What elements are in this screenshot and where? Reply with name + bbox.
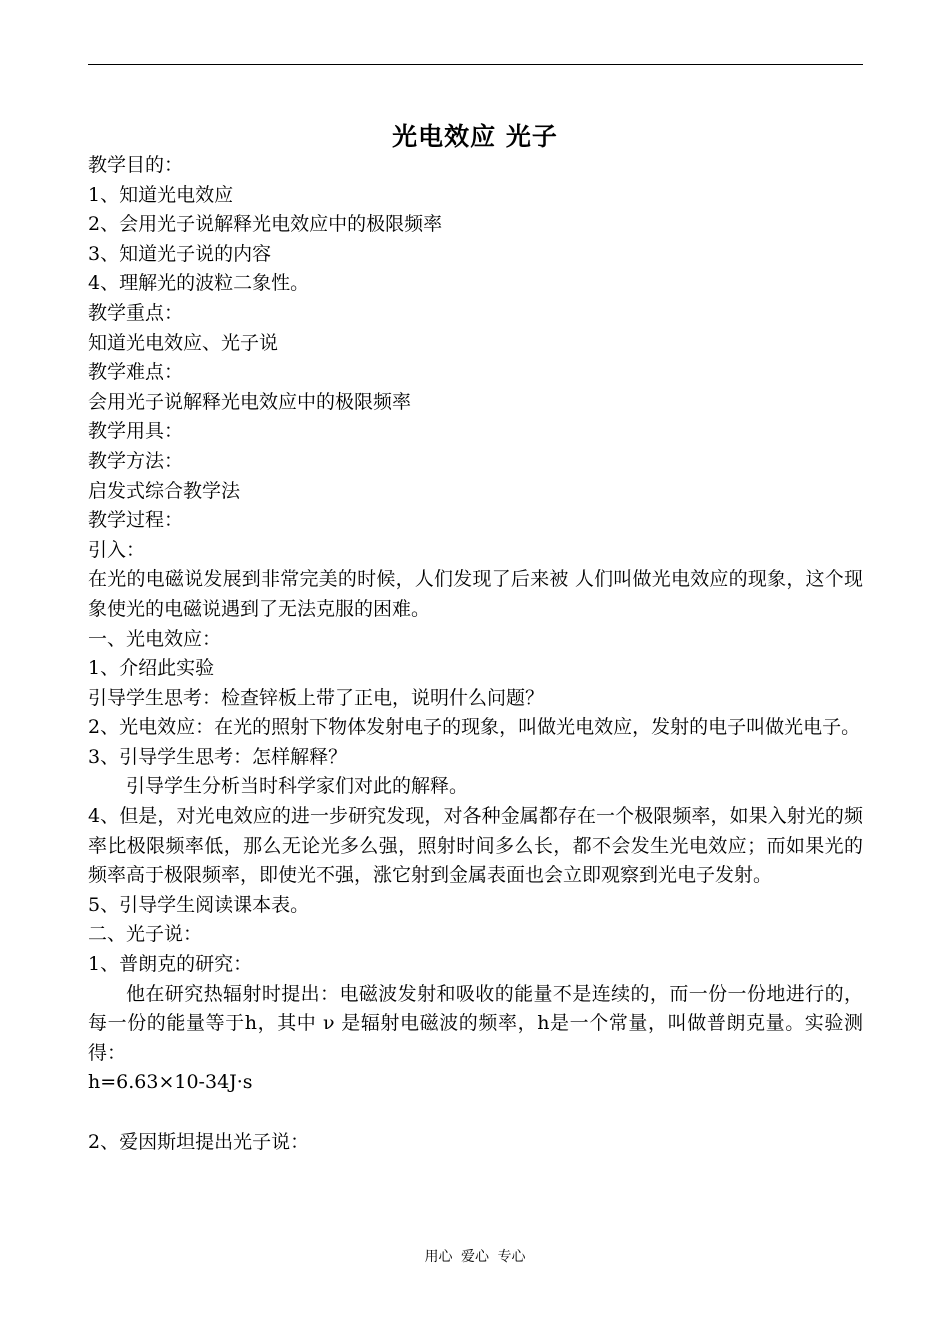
part-one-item-1: 1、介绍此实验 (88, 657, 215, 680)
part-one-heading: 一、光电效应： (88, 627, 222, 650)
part-two-item-1: 1、普朗克的研究： (88, 953, 253, 976)
intro-paragraph: 在光的电磁说发展到非常完美的时候，人们发现了后来被 人们叫做光电效应的现象，这个现象使光的电磁说遇到了无法克服的困难。 (88, 568, 863, 620)
part-one-item-4: 4、但是，对光电效应的进一步研究发现，对各种金属都存在一个极限频率，如果入射光的频率比极限频率低，那么无论光多么强，照射时间多么长，都不会发生光电效应；而如果光的频率高于极限频率，即使光不强，涨它射到金属表面也会立即观察到光电子发射。 (88, 805, 863, 887)
document-title: 光电效应 光子 (392, 122, 558, 151)
objective-3: 3、知道光子说的内容 (88, 242, 272, 265)
part-one-item-3: 3、引导学生思考：怎样解释？ (88, 745, 348, 768)
intro-heading: 引入： (88, 538, 146, 561)
objective-1: 1、知道光电效应 (88, 183, 234, 206)
section-heading-difficulties: 教学难点： (88, 361, 184, 384)
objective-2: 2、会用光子说解释光电效应中的极限频率 (88, 213, 443, 236)
part-one-item-3-detail: 引导学生分析当时科学家们对此的解释。 (126, 775, 469, 798)
section-heading-objectives: 教学目的： (88, 154, 184, 176)
part-two-item-2: 2、爱因斯坦提出光子说： (88, 1130, 310, 1153)
header-rule (88, 64, 863, 65)
section-heading-tools: 教学用具： (88, 420, 184, 443)
section-heading-methods: 教学方法： (88, 449, 184, 472)
methods-text: 启发式综合教学法 (88, 479, 241, 502)
part-one-item-2: 2、光电效应：在光的照射下物体发射电子的现象，叫做光电效应，发射的电子叫做光电子。 (88, 716, 861, 739)
section-heading-process: 教学过程： (88, 509, 184, 532)
page-footer: 用心 爱心 专心 (424, 1249, 526, 1265)
planck-paragraph: 他在研究热辐射时提出：电磁波发射和吸收的能量不是连续的，而一份一份地进行的，每一份的能量等于h，其中 ν 是辐射电磁波的频率，h是一个常量，叫做普朗克量。实验测得： (88, 982, 863, 1064)
blank-line (88, 1098, 863, 1128)
part-two-heading: 二、光子说： (88, 923, 203, 946)
part-one-item-5: 5、引导学生阅读课本表。 (88, 893, 310, 916)
difficulties-text: 会用光子说解释光电效应中的极限频率 (88, 390, 412, 413)
planck-constant: h=6.63×10-34J·s (88, 1071, 253, 1094)
section-heading-key-points: 教学重点： (88, 301, 184, 324)
key-points-text: 知道光电效应、光子说 (88, 331, 279, 354)
document-body (88, 151, 863, 1157)
objective-4: 4、理解光的波粒二象性。 (88, 272, 310, 295)
part-one-question: 引导学生思考：检查锌板上带了正电，说明什么问题？ (88, 686, 545, 709)
